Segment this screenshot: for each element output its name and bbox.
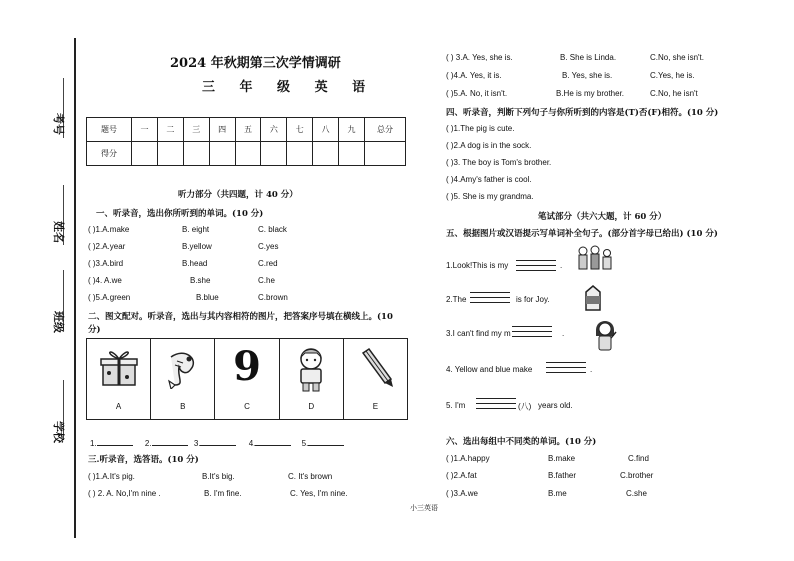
question-choice[interactable]: ( )5.A.green [88,293,131,302]
question-choice[interactable]: ( )3.A.bird [88,259,124,268]
option-b: B.she [190,276,211,285]
true-false-item[interactable]: ( )1.The pig is cute. [446,124,515,133]
answer-blank[interactable] [97,436,133,446]
fill-item-text: 4. Yellow and blue make [446,365,533,374]
true-false-item[interactable]: ( )3. The boy is Tom's brother. [446,158,552,167]
option-b: B.yellow [182,242,212,251]
name-label: 姓名 [52,221,65,243]
exam-number-label: 考号 [52,113,65,135]
question-choice[interactable]: ( )3.A.we [446,489,479,498]
option-b: B.He is my brother. [556,89,625,98]
picture-label: E [372,402,379,411]
answer-blank[interactable] [308,436,344,446]
question-choice[interactable]: ( ) 3.A. Yes, she is. [446,53,513,62]
table-cell: 题号 [87,118,132,142]
question-choice[interactable]: ( )1.A.It's pig. [88,472,135,481]
table-cell: 得分 [87,142,132,166]
answer-lines[interactable] [476,394,516,409]
fill-item-text: is for Joy. [516,295,550,304]
question-choice[interactable]: ( ) 2. A. No,I'm nine . [88,489,161,498]
score-cell[interactable] [209,142,235,166]
section-5-heading: 五、根据图片或汉语提示写单词补全句子。(部分首字母已给出) (10 分) [446,229,718,239]
chinese-hint: (八) [518,402,532,411]
picture-label: B [180,402,186,411]
blank-number: 1. [90,439,97,448]
fish-icon [161,345,205,389]
score-cell[interactable] [261,142,287,166]
answer-blank[interactable] [255,436,291,446]
picture-label: C [244,402,250,411]
option-c: C.she [626,489,647,498]
page-title: 2024 年秋期第三次学情调研 [170,56,341,71]
true-false-item[interactable]: ( )5. She is my grandma. [446,192,534,201]
family-icon [577,245,613,273]
question-choice[interactable]: ( )2.A.year [88,242,126,251]
option-b: B.blue [196,293,219,302]
picture-matching-row [86,338,408,420]
picture-label: A [115,402,122,411]
writing-heading: 笔试部分（共六大题，计 60 分） [538,212,667,222]
binding-line [74,38,76,538]
page-footer: 小三英语 [410,504,438,512]
table-cell: 九 [339,118,365,142]
section-2-heading-cont: 分) [88,325,101,335]
option-c: C.yes [258,242,279,251]
table-cell: 一 [132,118,158,142]
table-cell: 五 [235,118,261,142]
score-table-score-row [87,142,406,166]
table-cell: 三 [183,118,209,142]
girl-icon [592,318,618,352]
option-c: C. black [258,225,287,234]
picture-label: D [308,402,315,411]
question-choice[interactable]: ( )4.A. Yes, it is. [446,71,502,80]
fill-item-text: years old. [538,401,573,410]
fill-item-text: . [560,261,563,270]
blank-number: 4. [248,439,256,448]
boy-icon [289,345,333,393]
question-choice[interactable]: ( )5.A. No, it isn't. [446,89,508,98]
option-c: C.find [628,454,649,463]
answer-lines[interactable] [546,358,586,373]
fill-item-text: . [590,365,593,374]
fill-item-text: 2.The [446,295,467,304]
option-c: C.he [258,276,275,285]
question-choice[interactable]: ( )1.A.make [88,225,130,234]
option-c: C.No, she isn't. [650,53,704,62]
answer-blanks [90,436,344,448]
picture-c [215,339,279,419]
table-cell: 八 [313,118,339,142]
question-choice[interactable]: ( )2.A.fat [446,471,477,480]
blank-number: 5. [301,439,309,448]
option-c: C. It's brown [288,472,333,481]
fill-item-text: 5. I'm [446,401,466,410]
option-c: C.red [258,259,278,268]
blank-number: 2. [144,439,152,448]
score-cell[interactable] [339,142,365,166]
option-c: C. Yes, I'm nine. [290,489,348,498]
score-table [86,117,406,166]
blank-number: 3. [193,439,201,448]
option-c: C.No, he isn't [650,89,698,98]
score-cell[interactable] [183,142,209,166]
picture-e [344,339,407,419]
number-nine-icon: 9 [233,343,261,390]
option-b: B.make [548,454,576,463]
section-2-heading: 二、图文配对。听录音，选出与其内容相符的图片，把答案序号填在横线上。(10 [88,312,393,322]
section-3-heading: 三.听录音，选答语。(10 分) [88,455,199,465]
option-b: B. eight [182,225,210,234]
score-table-header-row [87,118,406,142]
table-cell: 二 [157,118,183,142]
section-6-heading: 六、选出每组中不同类的单词。(10 分) [446,437,597,447]
table-cell: 六 [261,118,287,142]
option-b: B.head [182,259,208,268]
fill-item-text: . [562,329,565,338]
section-1-heading: 一、听录音，选出你所听到的单词。(10 分) [96,209,264,219]
option-c: C.Yes, he is. [650,71,695,80]
answer-blank[interactable] [152,436,188,446]
score-cell[interactable] [157,142,183,166]
picture-a [87,339,151,419]
option-b: B. I'm fine. [204,489,242,498]
school-label: 学校 [52,421,65,443]
option-b: B. She is Linda. [560,53,617,62]
pencil-icon [353,345,397,389]
table-cell: 总分 [365,118,406,142]
section-4-heading: 四、听录音，判断下列句子与你所听到的内容是(T)否(F)相符。(10 分) [446,108,719,118]
milk-carton-icon [583,284,603,312]
option-b: B.It's big. [202,472,235,481]
score-cell[interactable] [365,142,406,166]
answer-lines[interactable] [512,322,552,337]
gift-box-icon [97,345,141,389]
class-label: 班级 [52,311,65,333]
score-cell[interactable] [287,142,313,166]
score-cell[interactable] [132,142,158,166]
answer-blank[interactable] [200,436,236,446]
table-cell: 七 [287,118,313,142]
score-cell[interactable] [235,142,261,166]
option-c: C.brother [620,471,654,480]
fill-item-text: 1.Look!This is my [446,261,509,270]
option-c: C.brown [258,293,288,302]
picture-d [280,339,344,419]
true-false-item[interactable]: ( )2.A dog is in the sock. [446,141,532,150]
fill-item-text: 3.I can't find my m [446,329,511,338]
answer-lines[interactable] [470,288,510,303]
question-choice[interactable]: ( )4. A.we [88,276,122,285]
table-cell: 四 [209,118,235,142]
true-false-item[interactable]: ( )4.Amy's father is cool. [446,175,532,184]
answer-lines[interactable] [516,256,556,271]
picture-b [151,339,215,419]
option-b: B. Yes, she is. [562,71,613,80]
question-choice[interactable]: ( )1.A.happy [446,454,490,463]
option-b: B.father [548,471,577,480]
option-b: B.me [548,489,567,498]
score-cell[interactable] [313,142,339,166]
listening-heading: 听力部分（共四题，计 40 分） [178,190,298,200]
page-subtitle: 三 年 级 英 语 [202,80,376,95]
